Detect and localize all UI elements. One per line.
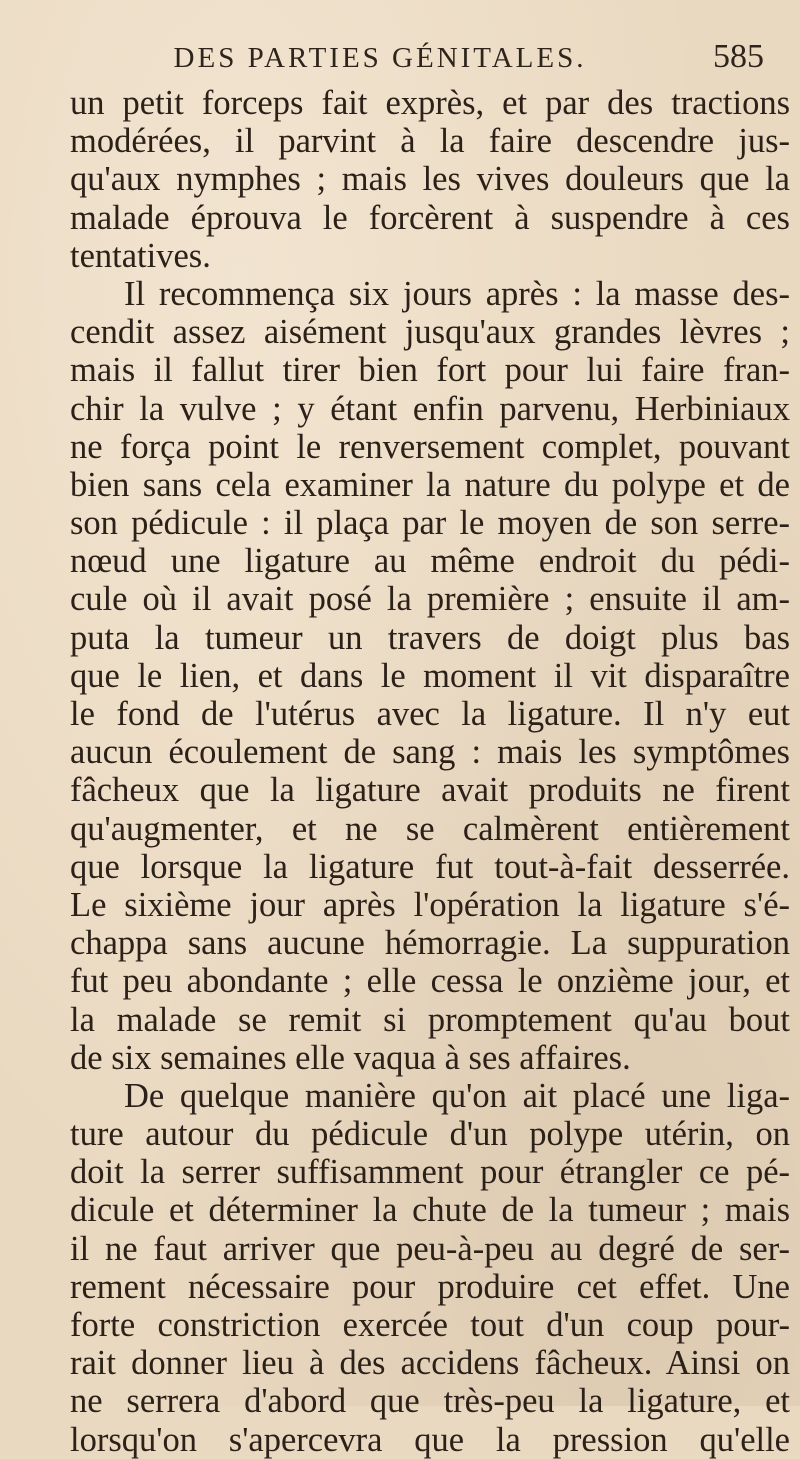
text-line: que lorsque la ligature fut tout-à-fait desserrée. bbox=[70, 847, 790, 886]
text-line: cendit assez aisément jusqu'aux grandes lèvres ; bbox=[70, 313, 790, 352]
text-line: aucun écoulement de sang : mais les symptômes bbox=[70, 733, 790, 772]
text-line: tentatives. bbox=[70, 236, 211, 275]
page-number: 585 bbox=[713, 38, 764, 75]
text-line: doit la serrer suffisamment pour étrangler ce pé- bbox=[70, 1153, 790, 1192]
text-line: forte constriction exercée tout d'un coup pour- bbox=[70, 1306, 790, 1344]
text-line: bien sans cela examiner la nature du polype et de bbox=[70, 465, 790, 504]
text-line: chir la vulve ; y étant enfin parvenu, Herbiniaux bbox=[70, 389, 790, 428]
text-line: Il recommença six jours après : la masse des- bbox=[124, 274, 790, 313]
text-line: ne serrera d'abord que très-peu la ligature, et bbox=[70, 1382, 790, 1421]
text-line: malade éprouva le forcèrent à suspendre à ces bbox=[70, 198, 790, 237]
text-line: la malade se remit si promptement qu'au bout bbox=[70, 1000, 790, 1039]
text-line: dicule et déterminer la chute de la tumeur ; mais bbox=[70, 1191, 790, 1230]
running-head: DES PARTIES GÉNITALES. bbox=[173, 42, 587, 74]
text-line: rement nécessaire pour produire cet effet. Une bbox=[70, 1267, 790, 1306]
text-line: il ne faut arriver que peu-à-peu au degré de ser- bbox=[70, 1229, 790, 1268]
body-text bbox=[70, 84, 790, 1459]
text-line: ne força point le renversement complet, pouvant bbox=[70, 427, 790, 466]
text-line: modérées, il parvint à la faire descendre jus- bbox=[70, 122, 790, 161]
text-line: un petit forceps fait exprès, et par des tractions bbox=[70, 84, 790, 122]
text-line: ture autour du pédicule d'un polype utérin, on bbox=[70, 1115, 790, 1154]
text-line: de six semaines elle vaqua à ses affaires. bbox=[70, 1038, 631, 1077]
text-line: chappa sans aucune hémorragie. La suppuration bbox=[70, 924, 790, 963]
text-line: fut peu abondante ; elle cessa le onzième jour, et bbox=[70, 962, 790, 1001]
text-line: fâcheux que la ligature avait produits ne firent bbox=[70, 771, 790, 810]
text-line: Le sixième jour après l'opération la ligature s'é- bbox=[70, 885, 790, 924]
text-line: lorsqu'on s'apercevra que la pression qu'elle bbox=[70, 1420, 790, 1459]
text-line: rait donner lieu à des accidens fâcheux. Ainsi on bbox=[70, 1344, 790, 1383]
text-line: mais il fallut tirer bien fort pour lui faire fran- bbox=[70, 351, 790, 390]
text-line: De quelque manière qu'on ait placé une liga- bbox=[124, 1076, 790, 1115]
text-line: que le lien, et dans le moment il vit disparaître bbox=[70, 656, 790, 695]
text-line: qu'augmenter, et ne se calmèrent entièrement bbox=[70, 809, 790, 848]
text-line: puta la tumeur un travers de doigt plus bas bbox=[70, 618, 790, 657]
text-line: qu'aux nymphes ; mais les vives douleurs que la bbox=[70, 160, 790, 199]
text-line: nœud une ligature au même endroit du pédi- bbox=[70, 542, 790, 581]
text-line: le fond de l'utérus avec la ligature. Il n'y eut bbox=[70, 695, 790, 733]
text-line: son pédicule : il plaça par le moyen de son serre- bbox=[70, 504, 790, 543]
text-line: cule où il avait posé la première ; ensuite il am- bbox=[70, 580, 790, 619]
